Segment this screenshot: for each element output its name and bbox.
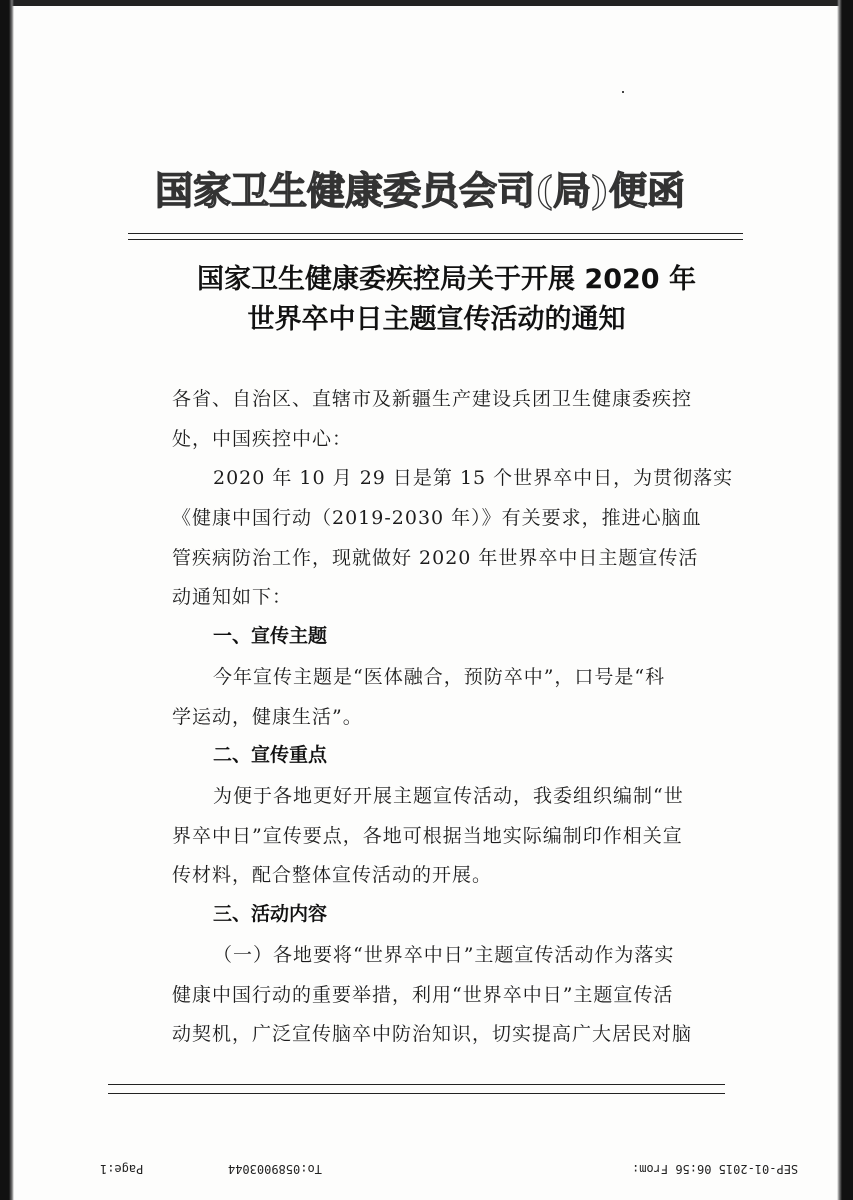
intro-line-2: 《健康中国行动（2019-2030 年）》有关要求，推进心脑血 [172, 507, 702, 529]
section-3-line-2: 健康中国行动的重要举措，利用“世界卒中日”主题宣传活 [172, 984, 674, 1006]
intro-line-4: 动通知如下： [172, 586, 293, 608]
section-2-line-2: 界卒中日”宣传要点，各地可根据当地实际编制印作相关宣 [172, 825, 683, 847]
fax-page-number: Page:1 [100, 1162, 144, 1176]
scan-edge-left [0, 0, 14, 1200]
scan-edge-right [837, 0, 853, 1200]
section-2-line-3: 传材料，配合整体宣传活动的开展。 [172, 864, 493, 886]
fax-datetime: SEP-01-2015 06:56 From: [632, 1162, 799, 1176]
intro-line-1: 2020 年 10 月 29 日是第 15 个世界卒中日，为贯彻落实 [213, 467, 734, 489]
addressee-line-1: 各省、自治区、直辖市及新疆生产建设兵团卫生健康委疾控 [172, 388, 693, 410]
scan-edge-top [0, 0, 853, 6]
section-1-heading: 一、宣传主题 [213, 625, 328, 647]
letterhead-title: 国家卫生健康委员会司(局)便函 [155, 168, 685, 213]
section-2-line-1: 为便于各地更好开展主题宣传活动，我委组织编制“世 [213, 785, 684, 807]
notice-title-line-1: 国家卫生健康委疾控局关于开展 2020 年 [197, 264, 696, 295]
section-3-heading: 三、活动内容 [213, 903, 328, 925]
section-3-line-3: 动契机，广泛宣传脑卒中防治知识，切实提高广大居民对脑 [172, 1023, 693, 1045]
fax-recipient: To:0589003044 [228, 1162, 322, 1176]
section-2-heading: 二、宣传重点 [213, 744, 328, 766]
notice-title-line-2: 世界卒中日主题宣传活动的通知 [247, 304, 626, 335]
footer-double-rule [108, 1084, 725, 1094]
section-1-line-1: 今年宣传主题是“医体融合，预防卒中”，口号是“科 [213, 666, 666, 688]
letterhead-double-rule [128, 233, 743, 240]
section-1-line-2: 学运动，健康生活”。 [172, 706, 363, 728]
scan-speck [622, 91, 624, 93]
section-3-line-1: （一）各地要将“世界卒中日”主题宣传活动作为落实 [213, 944, 675, 966]
intro-line-3: 管疾病防治工作，现就做好 2020 年世界卒中日主题宣传活 [172, 547, 699, 569]
fax-transmission-footer [0, 1162, 853, 1186]
addressee-line-2: 处，中国疾控中心： [172, 428, 353, 450]
